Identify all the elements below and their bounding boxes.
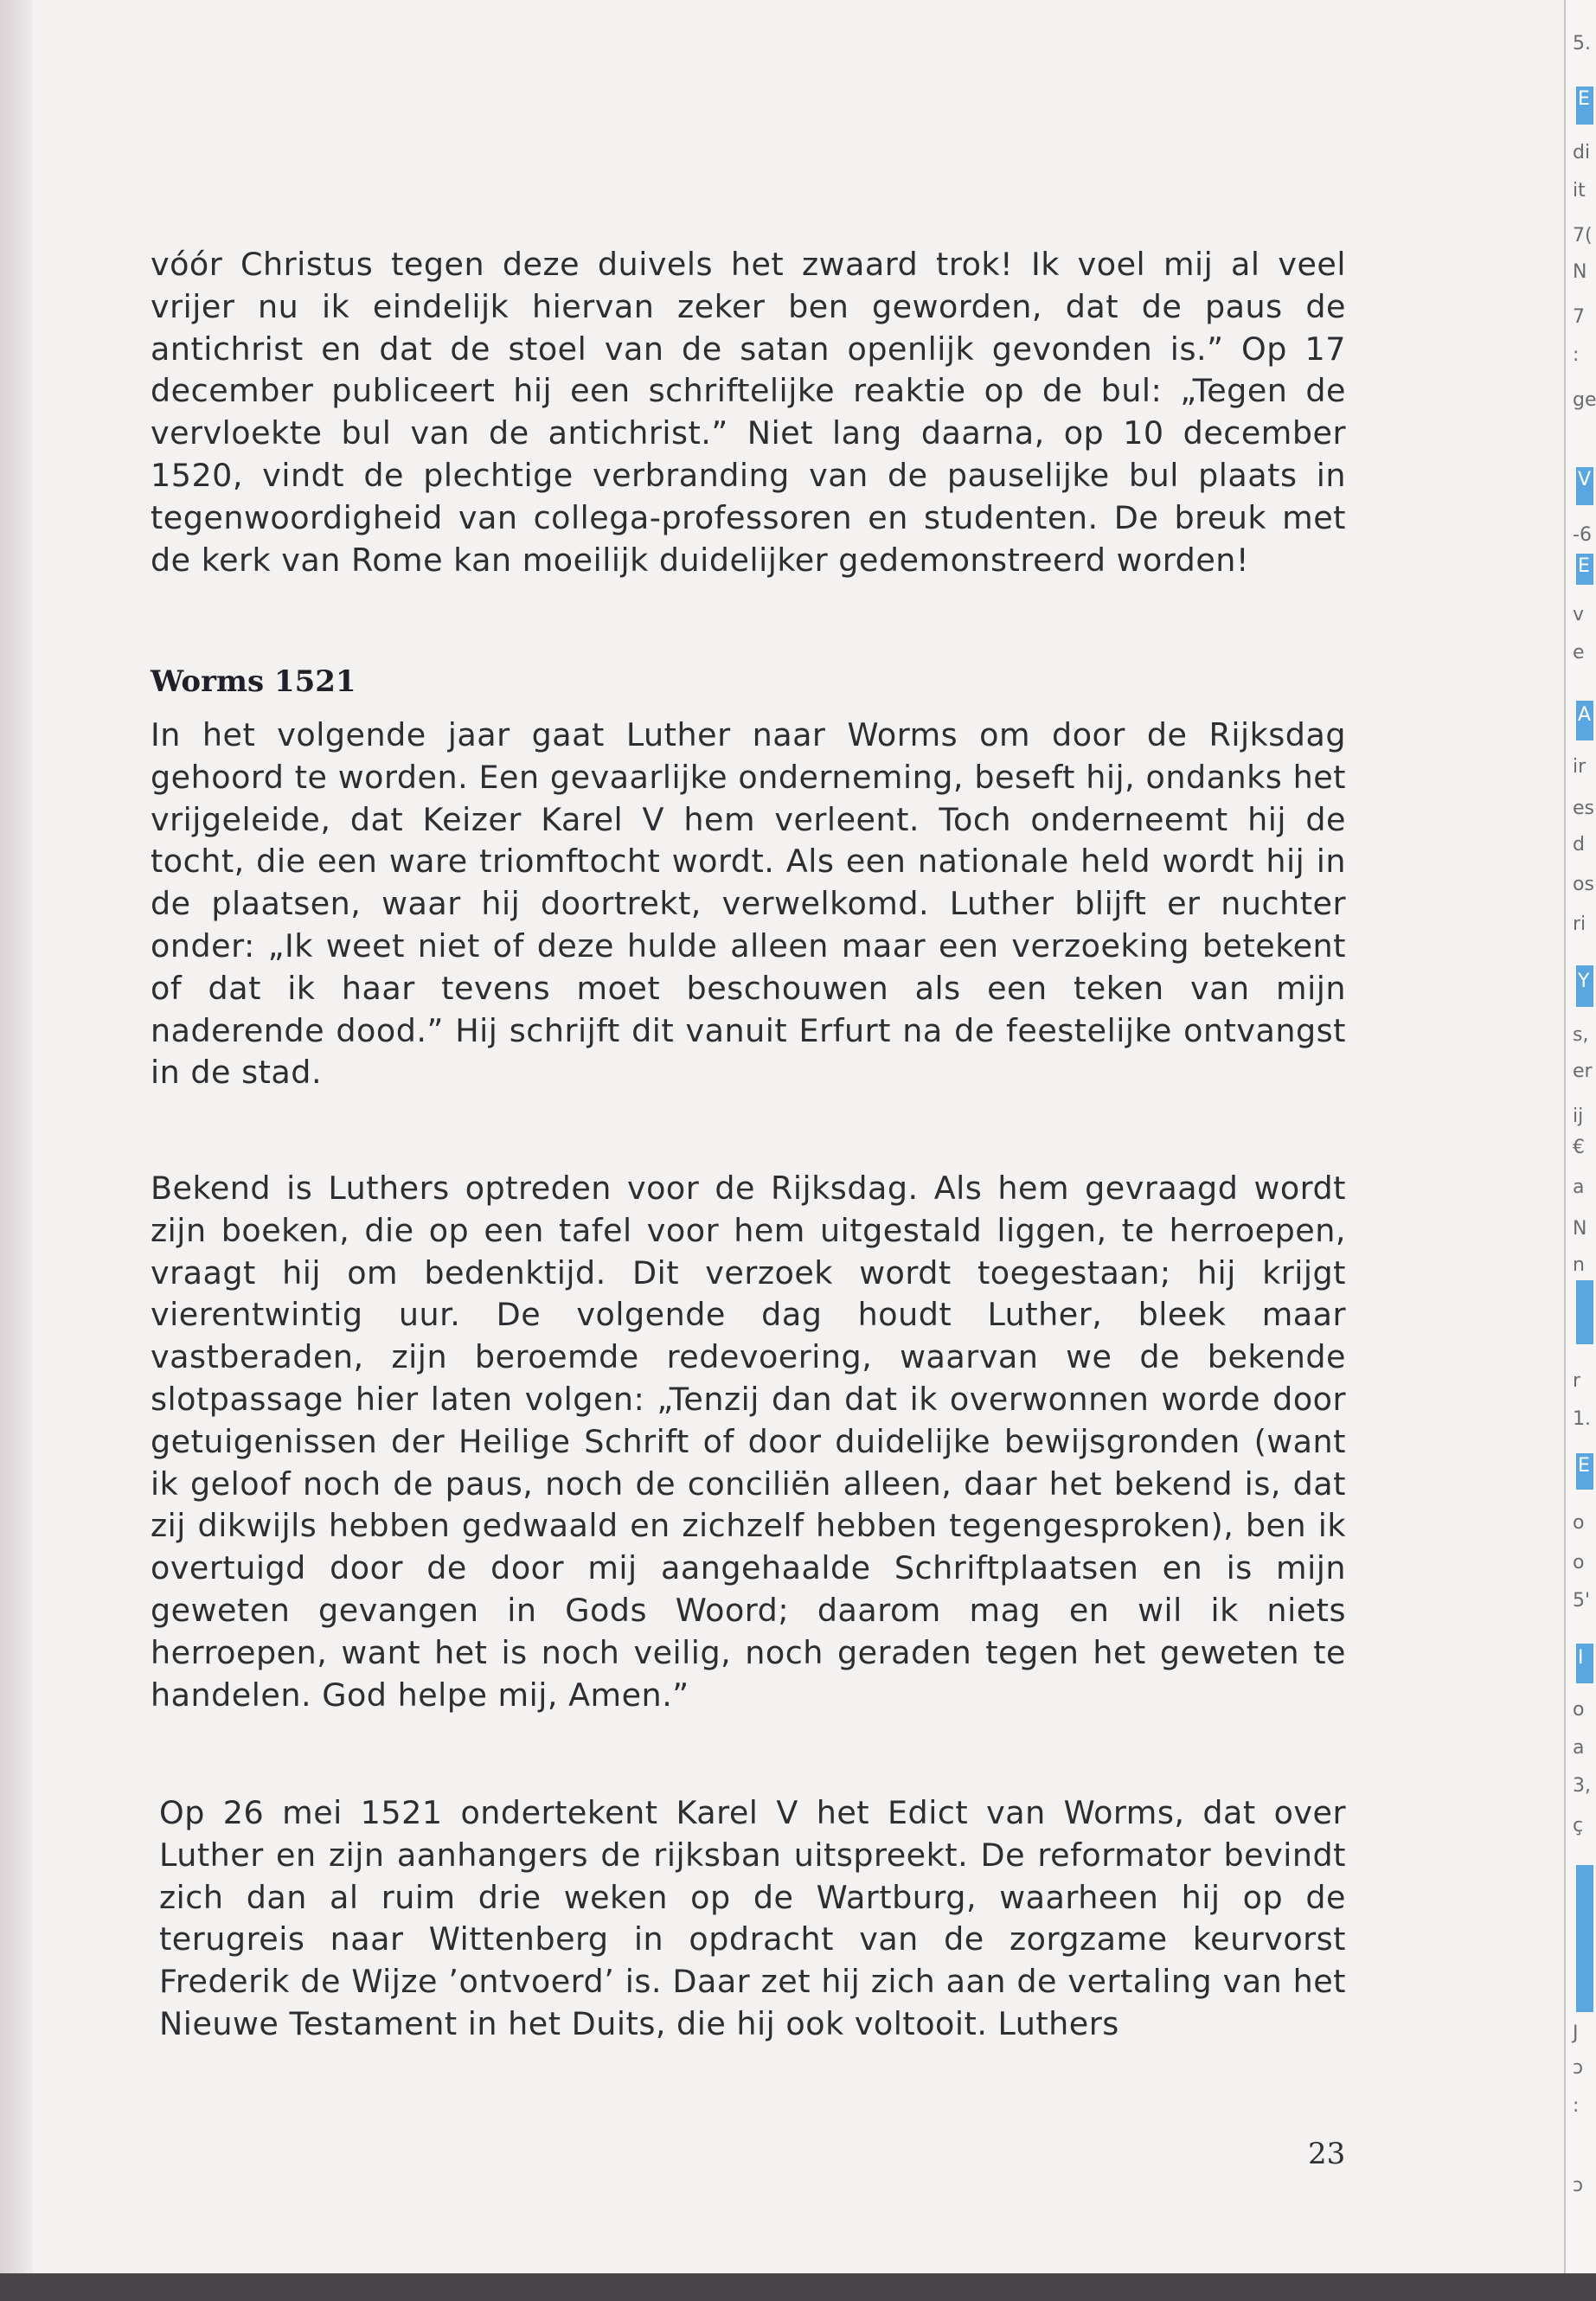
adjacent-fragment: 5. [1573,33,1591,54]
adjacent-fragment: e [1573,642,1585,663]
adjacent-fragment: ɔ [1573,2057,1584,2079]
adjacent-fragment: V [1578,469,1592,490]
adjacent-fragment: E [1578,555,1590,577]
adjacent-fragment: o [1573,1699,1585,1721]
adjacent-fragment: v [1573,604,1585,625]
adjacent-fragment: o [1573,1552,1585,1574]
page-gutter-shadow [0,0,33,2273]
paragraph-1-text: vóór Christus tegen deze duivels het zwaard trok! Ik voel mij al veel vrijer nu ik eindelijk hiervan zeker ben geworden, dat de paus de antichrist en dat de stoel van de satan openlijk gevonden is.” Op 17 december publiceert hij een schriftelijke reaktie op de bul: „Tegen de vervloekte bul van de antichrist.” Niet lang daarna, op 10 december 1520, vindt de plechtige verbranding van de pauselijke bul plaats in tegenwoordigheid van collega-professoren en studenten. De breuk met de kerk van Rome kan moeilijk duidelijker gedemonstreerd worden! [151,246,1346,579]
adjacent-fragment: s, [1573,1024,1589,1046]
adjacent-fragment: o [1573,1512,1585,1534]
adjacent-fragment: 5' [1573,1590,1591,1612]
adjacent-fragment: os [1573,874,1594,895]
adjacent-fragment: r [1573,1370,1581,1392]
adjacent-fragment: ri [1573,913,1586,935]
adjacent-fragment: A [1578,704,1592,726]
adjacent-blue-marker [1576,1280,1593,1344]
adjacent-fragment: E [1578,1455,1590,1477]
adjacent-fragment: ç [1573,1815,1584,1836]
adjacent-fragment: 3, [1573,1775,1591,1797]
adjacent-fragment: € [1573,1137,1585,1158]
adjacent-page-edge [1564,0,1596,2273]
adjacent-fragment: a [1573,1176,1585,1198]
book-bottom-edge [0,2273,1596,2301]
paragraph-2-text: In het volgende jaar gaat Luther naar Worms om door de Rijksdag gehoord te worden. Een gevaarlijke onderneming, beseft hij, ondanks het vrijgeleide, dat Keizer Karel V hem verleent. Toch onderneemt hij de tocht, die een ware triomftocht wordt. Als een nationale held wordt hij in de plaatsen, waar hij doortrekt, verwelkomd. Luther blijft er nuchter onder: „Ik weet niet of deze hulde alleen maar een verzoeking betekent of dat ik haar tevens moet beschouwen als een teken van mijn naderende dood.” Hij schrijft dit vanuit Erfurt na de feestelijke ontvangst in de stad. [151,716,1346,1092]
adjacent-fragment: 7 [1573,306,1585,328]
adjacent-fragment: a [1573,1737,1585,1759]
adjacent-fragment: : [1573,344,1580,366]
adjacent-fragment: ir [1573,756,1586,778]
page-number: 23 [1308,2137,1346,2171]
adjacent-fragment: N [1573,261,1587,283]
section-heading: Worms 1521 [151,664,356,699]
adjacent-fragment: 7( [1573,225,1593,247]
paragraph-3 [151,1168,1346,1716]
adjacent-fragment: E [1578,88,1590,110]
paragraph-3-text: Bekend is Luthers optreden voor de Rijksdag. Als hem gevraagd wordt zijn boeken, die op een tafel voor hem uitgestald liggen, te herroepen, vraagt hij om bedenktijd. Dit verzoek wordt toegestaan; hij krijgt vierentwintig uur. De volgende dag houdt Luther, bleek maar vastberaden, zijn beroemde redevoering, waarvan we de bekende slotpassage hier laten volgen: „Tenzij dan dat ik overwonnen worde door getuigenissen der Heilige Schrift of door duidelijke bewijsgronden (want ik geloof noch de paus, noch de conciliën alleen, daar het bekend is, dat zij dikwijls hebben gedwaald en zichzelf hebben tegengesproken), ben ik overtuigd door de door mij aangehaalde Schriftplaatsen en is mijn geweten gevangen in Gods Woord; daarom mag en wil ik niets herroepen, want het is noch veilig, noch geraden tegen het geweten te handelen. God helpe mij, Amen.” [151,1170,1346,1714]
adjacent-fragment: 1. [1573,1408,1591,1430]
adjacent-fragment: -6 [1573,524,1592,546]
adjacent-fragment: d [1573,834,1585,856]
adjacent-fragment: n [1573,1254,1585,1276]
adjacent-fragment: it [1573,180,1586,202]
paragraph-4 [159,1792,1346,2046]
adjacent-fragment: di [1573,142,1591,163]
paragraph-1 [151,244,1346,581]
adjacent-fragment: er [1573,1061,1593,1082]
paragraph-2 [151,715,1346,1094]
paragraph-4-text: Op 26 mei 1521 ondertekent Karel V het Edict van Worms, dat over Luther en zijn aanhangers de rijksban uitspreekt. De reformator bevindt zich dan al ruim drie weken op de Wartburg, waarheen hij op de terugreis naar Wittenberg in opdracht van de zorgzame keurvorst Frederik de Wijze ’ontvoerd’ is. Daar zet hij zich aan de vertaling van het Nieuwe Testament in het Duits, die hij ook voltooit. Luthers [159,1794,1346,2042]
adjacent-fragment: ij [1573,1106,1584,1127]
adjacent-fragment: es [1573,798,1594,819]
adjacent-fragment: ge [1573,389,1596,411]
adjacent-fragment: J [1573,2022,1579,2044]
adjacent-blue-marker [1576,1865,1593,2012]
adjacent-fragment: I [1578,1647,1584,1669]
adjacent-fragment: ɔ [1573,2175,1584,2196]
adjacent-fragment: Y [1578,971,1590,992]
adjacent-fragment: N [1573,1218,1587,1240]
adjacent-fragment: : [1573,2095,1580,2117]
